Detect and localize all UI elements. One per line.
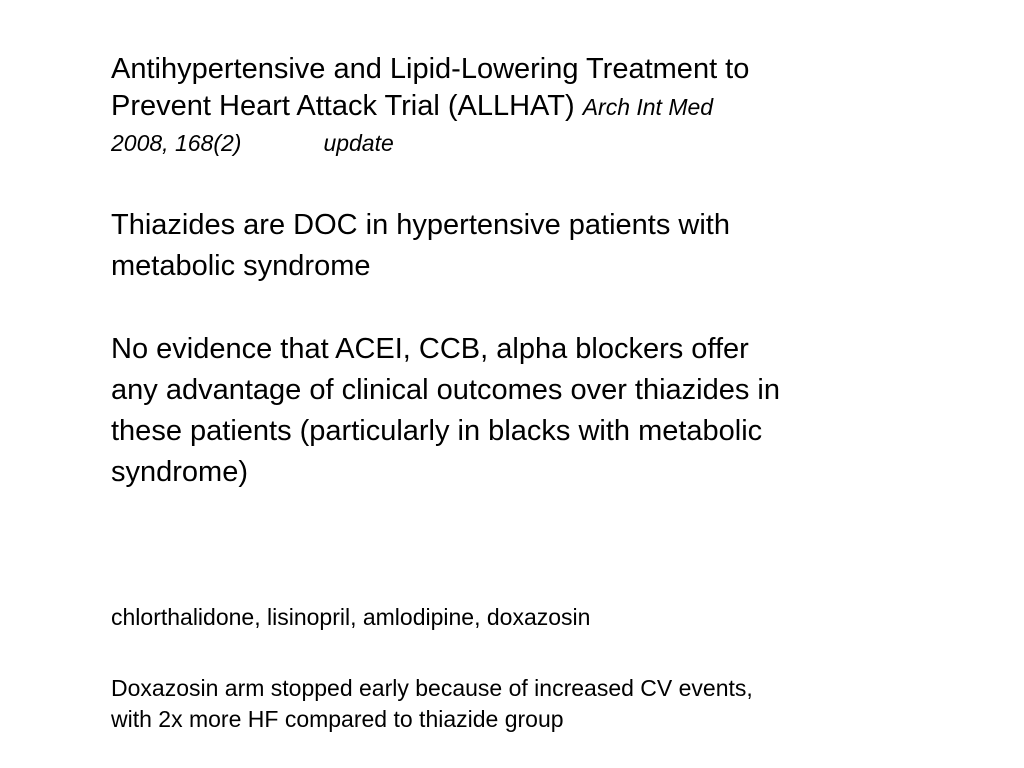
citation-line [111,128,911,158]
point-thiazides-doc [111,205,931,287]
slide-title [111,51,911,158]
doxazosin-note [111,673,941,735]
point2-line-1: No evidence that ACEI, CCB, alpha blockers offer [111,333,749,365]
title-line-1: Antihypertensive and Lipid-Lowering Treatment to [111,53,750,85]
citation-note: update [323,130,394,156]
title-line-2-text: Prevent Heart Attack Trial (ALLHAT) [111,90,575,122]
citation-detail: 2008, 168(2) [111,130,242,156]
citation-journal: Arch Int Med [582,94,714,120]
note-line-2: with 2x more HF compared to thiazide group [111,706,564,732]
point1-line-1: Thiazides are DOC in hypertensive patients with [111,209,730,241]
drug-list-text: chlorthalidone, lisinopril, amlodipine, doxazosin [111,604,591,630]
point2-line-2: any advantage of clinical outcomes over thiazides in [111,374,780,406]
note-line-1: Doxazosin arm stopped early because of increased CV events, [111,675,753,701]
point2-line-3: these patients (particularly in blacks with metabolic [111,415,763,447]
title-line-2 [111,88,911,126]
point2-line-4: syndrome) [111,456,248,488]
point-no-evidence [111,329,931,493]
point1-line-2: metabolic syndrome [111,250,371,282]
drug-list [111,602,941,633]
